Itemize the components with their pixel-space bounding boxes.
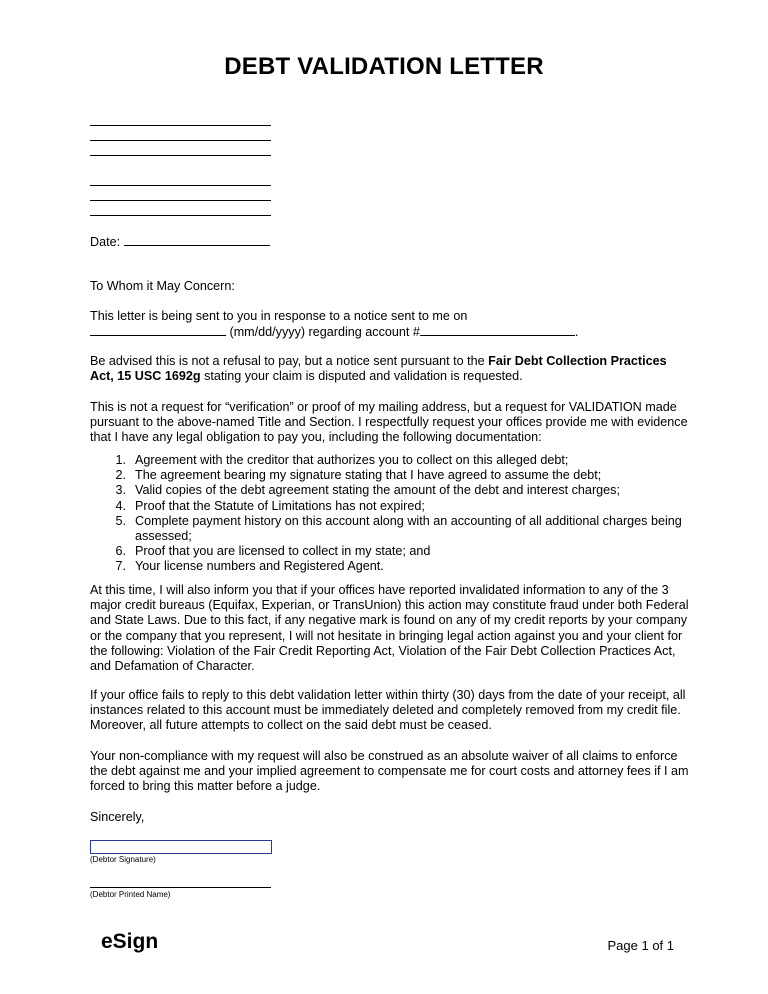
list-item: 2. The agreement bearing my signature stating that I have agreed to assume the debt; (115, 468, 602, 483)
list-item: 1. Agreement with the creditor that authorizes you to collect on this alleged debt; (115, 453, 569, 467)
notice-line-1: This letter is being sent to you in response to a notice sent to me on (90, 309, 468, 323)
page-number: Page 1 of 1 (607, 938, 674, 953)
advisement-after: stating your claim is disputed and validation is requested. (204, 369, 523, 384)
address-line-2[interactable] (90, 140, 271, 141)
list-item: 7. Your license numbers and Registered Agent. (115, 559, 384, 574)
date-row (90, 234, 690, 250)
paragraph-deadline: If your office fails to reply to this debt validation letter within thirty (30) days from the date of your receipt, all instances related to this account must be immediately deleted and completely removed from my credit file. Moreover, all future attempts to collect on the said debt must be ceased. (90, 688, 686, 733)
greeting: To Whom it May Concern: (90, 279, 235, 293)
closing: Sincerely, (90, 810, 145, 824)
recipient-line-1[interactable] (90, 185, 271, 186)
advisement-law: Fair Debt Collection Practices Act, 15 USC 1692g (90, 354, 667, 384)
list-item: 6. Proof that you are licensed to collect in my state; and (115, 544, 431, 559)
paragraph-advisement (90, 354, 690, 384)
debtor-signature-field[interactable] (90, 840, 272, 854)
date-field[interactable] (124, 234, 270, 246)
recipient-line-2[interactable] (90, 200, 271, 201)
list-item: 5. Complete payment history on this account along with an accounting of all additional charges being assessed; (115, 513, 682, 544)
esign-logo: eSign (101, 930, 159, 953)
list-item: 4. Proof that the Statute of Limitations has not expired; (115, 498, 425, 513)
debtor-printed-name-field[interactable] (90, 887, 271, 888)
recipient-line-3[interactable] (90, 215, 271, 216)
notice-date-field[interactable] (90, 324, 226, 336)
date-label: Date: (90, 235, 121, 249)
debtor-signature-label: (Debtor Signature) (90, 855, 156, 864)
address-line-1[interactable] (90, 125, 271, 126)
debtor-printed-name-label: (Debtor Printed Name) (90, 890, 171, 899)
documentation-list (90, 453, 690, 575)
advisement-before: Be advised this is not a refusal to pay, but a notice sent pursuant to the (90, 354, 485, 368)
address-line-3[interactable] (90, 155, 271, 156)
document-title: DEBT VALIDATION LETTER (224, 53, 544, 80)
notice-line-2: (mm/dd/yyyy) regarding account # (229, 325, 420, 340)
paragraph-notice (90, 309, 690, 340)
notice-end: . (574, 325, 579, 340)
list-item: 3. Valid copies of the debt agreement stating the amount of the debt and interest charges; (115, 483, 620, 498)
paragraph-non-compliance: Your non-compliance with my request will also be construed as an absolute waiver of all claims to enforce the debt against me and your implied agreement to compensate me for court costs and attorney fees if I am forced to bring this matter before a judge. (90, 749, 689, 794)
paragraph-validation-request: This is not a request for “verification” or proof of my mailing address, but a request for VALIDATION made pursuant to the above-named Title and Section. I respectfully request your offices provide me with evidence that I have any legal obligation to pay you, including the following documentation: (90, 400, 688, 445)
account-number-field[interactable] (420, 324, 575, 336)
paragraph-credit-bureaus: At this time, I will also inform you that if your offices have reported invalidated information to any of the 3 major credit bureaus (Equifax, Experian, or TransUnion) this action may constitute fraud under both Federal and State Laws. Due to this fact, if any negative mark is found on any of my credit reports by your company or the company that you represent, I will not hesitate in bringing legal action against you and your client for the following: Violation of the Fair Credit Reporting Act, Violation of the Fair Debt Collection Practices Act, and Defamation of Character. (90, 583, 689, 674)
